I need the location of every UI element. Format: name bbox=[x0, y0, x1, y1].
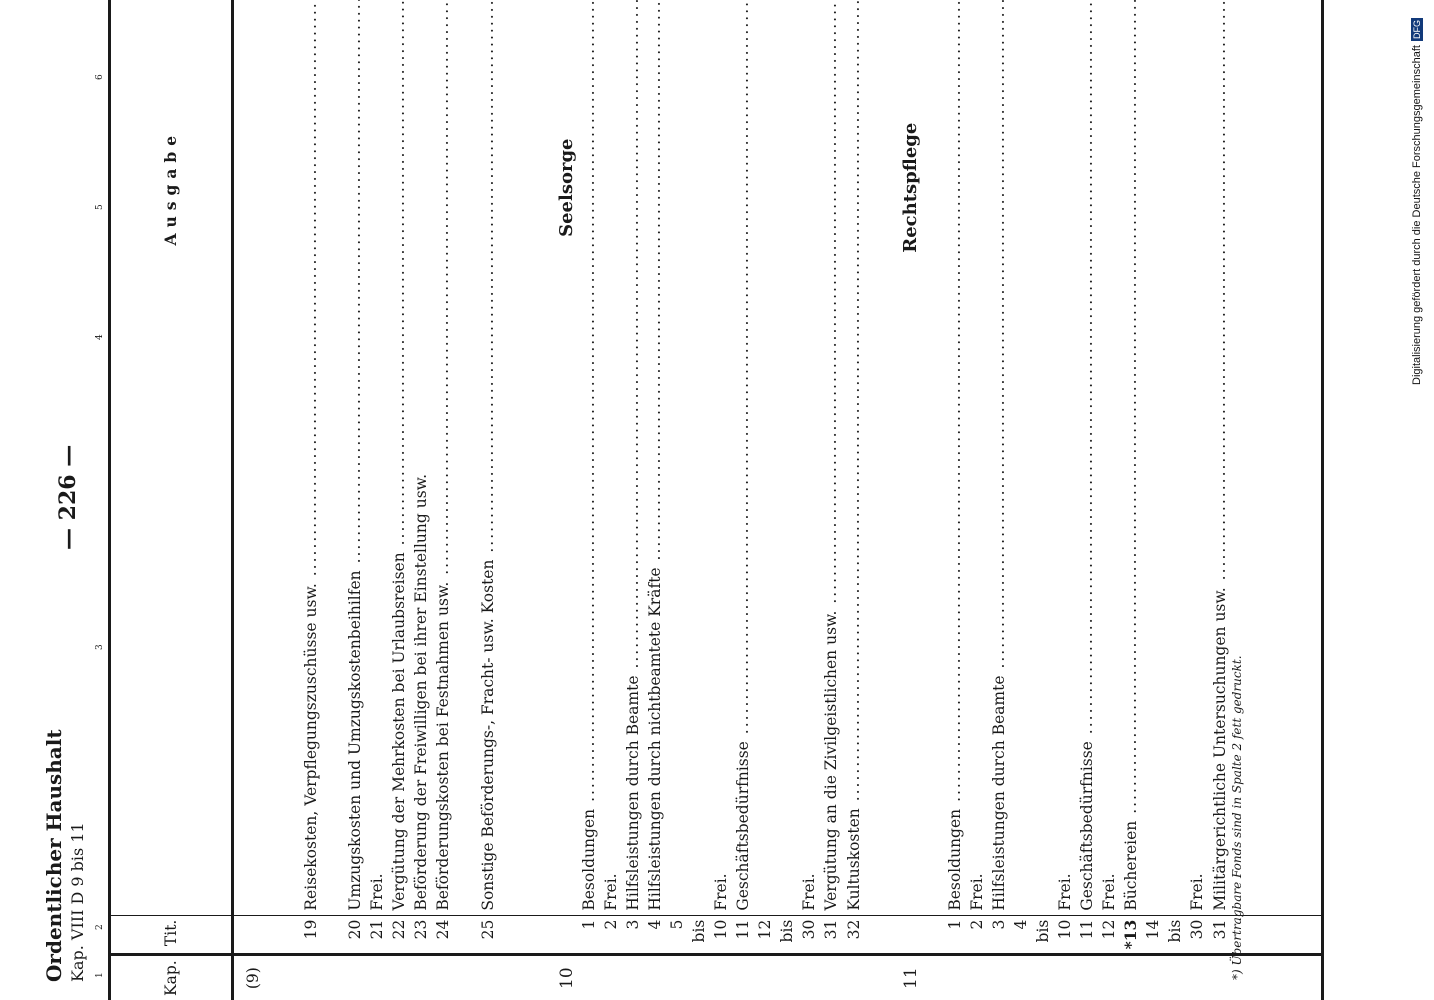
section-heading: Seelsorge bbox=[544, 0, 578, 915]
tit-cell: 4 bis 10 bbox=[1010, 915, 1076, 955]
digitization-text-wrap bbox=[1400, 5, 1434, 995]
text-cell: Hilfsleistungen durch Beamte ..... bbox=[622, 0, 644, 915]
section-heading: Rechtspflege bbox=[888, 0, 922, 915]
text-cell: Frei. bbox=[666, 0, 732, 915]
tit-cell: 32 bbox=[842, 915, 865, 955]
budget-title: Ordentlicher Haushalt bbox=[42, 729, 66, 982]
tit-cell: 24 bbox=[432, 915, 454, 955]
table-row bbox=[1098, 0, 1120, 1000]
section-heading-row bbox=[544, 0, 578, 1000]
tit-cell: 21 bbox=[366, 915, 388, 955]
text-cell: Vergütung der Mehrkosten bei Urlaubsreisen ..... bbox=[388, 0, 410, 915]
text-cell: Umzugskosten und Umzugskostenbeihilfen ..... bbox=[322, 0, 366, 915]
text-cell: Beförderungskosten bei Festnahmen usw. ..... bbox=[432, 0, 454, 915]
table-row bbox=[988, 0, 1010, 1000]
table-row bbox=[410, 0, 432, 1000]
table-row bbox=[432, 0, 454, 1000]
text-cell: Geschäftsbedürfnisse ..... bbox=[1076, 0, 1098, 915]
tit-cell: 2 bbox=[966, 915, 988, 955]
header-left bbox=[42, 729, 87, 982]
kap-cell: 10 bbox=[544, 955, 578, 1000]
section-heading-row bbox=[888, 0, 922, 1000]
kap-cell: (9) bbox=[233, 955, 279, 1000]
tit-cell: 1 bbox=[922, 915, 966, 955]
tit-cell bbox=[233, 915, 279, 955]
tit-cell: 5 bis 10 bbox=[666, 915, 732, 955]
dfg-logo: DFG bbox=[1412, 20, 1423, 40]
col-kap: Kap. bbox=[110, 955, 233, 1000]
expenditure-table bbox=[108, 0, 1324, 1000]
text-cell: Besoldungen ..... bbox=[922, 0, 966, 915]
chapter-total-row bbox=[1231, 0, 1323, 1000]
table-row bbox=[1120, 0, 1142, 1000]
tit-cell: *13 bbox=[1120, 915, 1142, 955]
table-row bbox=[666, 0, 732, 1000]
col-tit: Tit. bbox=[110, 915, 233, 955]
tit-cell: 25 bbox=[454, 915, 499, 955]
digitization-sidebar bbox=[1400, 5, 1434, 995]
column-number: 5 bbox=[95, 204, 105, 210]
table-row bbox=[388, 0, 410, 1000]
column-number: 1 bbox=[95, 972, 105, 978]
table-row bbox=[842, 0, 865, 1000]
table-row bbox=[233, 0, 279, 1000]
text-cell: Frei. bbox=[600, 0, 622, 915]
chapter-total-row bbox=[499, 0, 544, 1000]
table-row bbox=[966, 0, 988, 1000]
sum-label bbox=[865, 0, 888, 915]
table-row bbox=[1208, 0, 1231, 1000]
text-cell: Besoldungen ..... bbox=[578, 0, 600, 915]
text-cell: Geschäftsbedürfnisse ..... bbox=[732, 0, 754, 915]
tit-cell: 20 bbox=[322, 915, 366, 955]
text-cell: Frei. bbox=[1098, 0, 1120, 915]
text-cell: Frei. bbox=[1142, 0, 1208, 915]
tit-cell: 14 bis 30 bbox=[1142, 915, 1208, 955]
text-cell: Vergütung an die Zivilgeistlichen usw. ..... bbox=[820, 0, 842, 915]
table-row bbox=[600, 0, 622, 1000]
text-cell: Militärgerichtliche Untersuchungen usw. ..... bbox=[1208, 0, 1231, 915]
tit-cell: 11 bbox=[732, 915, 754, 955]
tit-cell: 2 bbox=[600, 915, 622, 955]
column-number: 6 bbox=[95, 74, 105, 80]
sum-label bbox=[499, 0, 544, 915]
tit-cell: 22 bbox=[388, 915, 410, 955]
table-row bbox=[454, 0, 499, 1000]
text-cell: Frei. bbox=[754, 0, 820, 915]
table-row bbox=[644, 0, 666, 1000]
table-row bbox=[1010, 0, 1076, 1000]
footnote: *) Übertragbare Fonds sind in Spalte 2 fett gedruckt. bbox=[1230, 655, 1244, 980]
page-number: — 226 — bbox=[55, 444, 81, 550]
chapter-total-row bbox=[865, 0, 888, 1000]
table-row bbox=[278, 0, 322, 1000]
table-row bbox=[322, 0, 366, 1000]
sum-label bbox=[1231, 0, 1323, 915]
tit-cell: 3 bbox=[622, 915, 644, 955]
tit-cell: 12 bis 30 bbox=[754, 915, 820, 955]
text-cell: Frei. bbox=[966, 0, 988, 915]
table-row bbox=[622, 0, 644, 1000]
table-row bbox=[754, 0, 820, 1000]
text-cell: Frei. bbox=[366, 0, 388, 915]
text-cell: Hilfsleistungen durch nichtbeamtete Kräfte ..... bbox=[644, 0, 666, 915]
table-row bbox=[1076, 0, 1098, 1000]
text-cell: Frei. bbox=[1010, 0, 1076, 915]
text-cell: Reisekosten, Verpflegungszuschüsse usw. ..... bbox=[278, 0, 322, 915]
col-ausgabe: Ausgabe bbox=[110, 0, 233, 915]
table-row bbox=[578, 0, 600, 1000]
tit-cell: 4 bbox=[644, 915, 666, 955]
tit-cell: 19 bbox=[278, 915, 322, 955]
text-cell: Kultuskosten ..... bbox=[842, 0, 865, 915]
tit-cell: 12 bbox=[1098, 915, 1120, 955]
column-number: 2 bbox=[95, 924, 105, 930]
chapter-range: Kap. VIII D 9 bis 11 bbox=[68, 822, 87, 982]
table-row bbox=[820, 0, 842, 1000]
table-row bbox=[1142, 0, 1208, 1000]
table-header-row bbox=[110, 0, 233, 1000]
tit-cell: 1 bbox=[578, 915, 600, 955]
tit-cell: 23 bbox=[410, 915, 432, 955]
text-cell: Beförderung der Freiwilligen bei ihrer Einstellung usw. bbox=[410, 0, 432, 915]
kap-cell: 11 bbox=[888, 955, 922, 1000]
column-numbers bbox=[95, 0, 109, 1000]
tit-cell: 31 bbox=[820, 915, 842, 955]
text-cell: Sonstige Beförderungs-, Fracht- usw. Kosten ..... bbox=[454, 0, 499, 915]
tit-cell: 11 bbox=[1076, 915, 1098, 955]
text-cell: Büchereien ..... bbox=[1120, 0, 1142, 915]
table-row bbox=[922, 0, 966, 1000]
table-row bbox=[366, 0, 388, 1000]
digitization-note: Digitalisierung gefördert durch die Deutsche Forschungsgemeinschaft bbox=[1411, 45, 1423, 385]
column-number: 3 bbox=[95, 644, 105, 650]
text-cell: Hilfsleistungen durch Beamte ..... bbox=[988, 0, 1010, 915]
text-cell bbox=[233, 0, 279, 915]
tit-cell: 3 bbox=[988, 915, 1010, 955]
column-number: 4 bbox=[95, 334, 105, 340]
table-row bbox=[732, 0, 754, 1000]
tit-cell: 31 bbox=[1208, 915, 1231, 955]
